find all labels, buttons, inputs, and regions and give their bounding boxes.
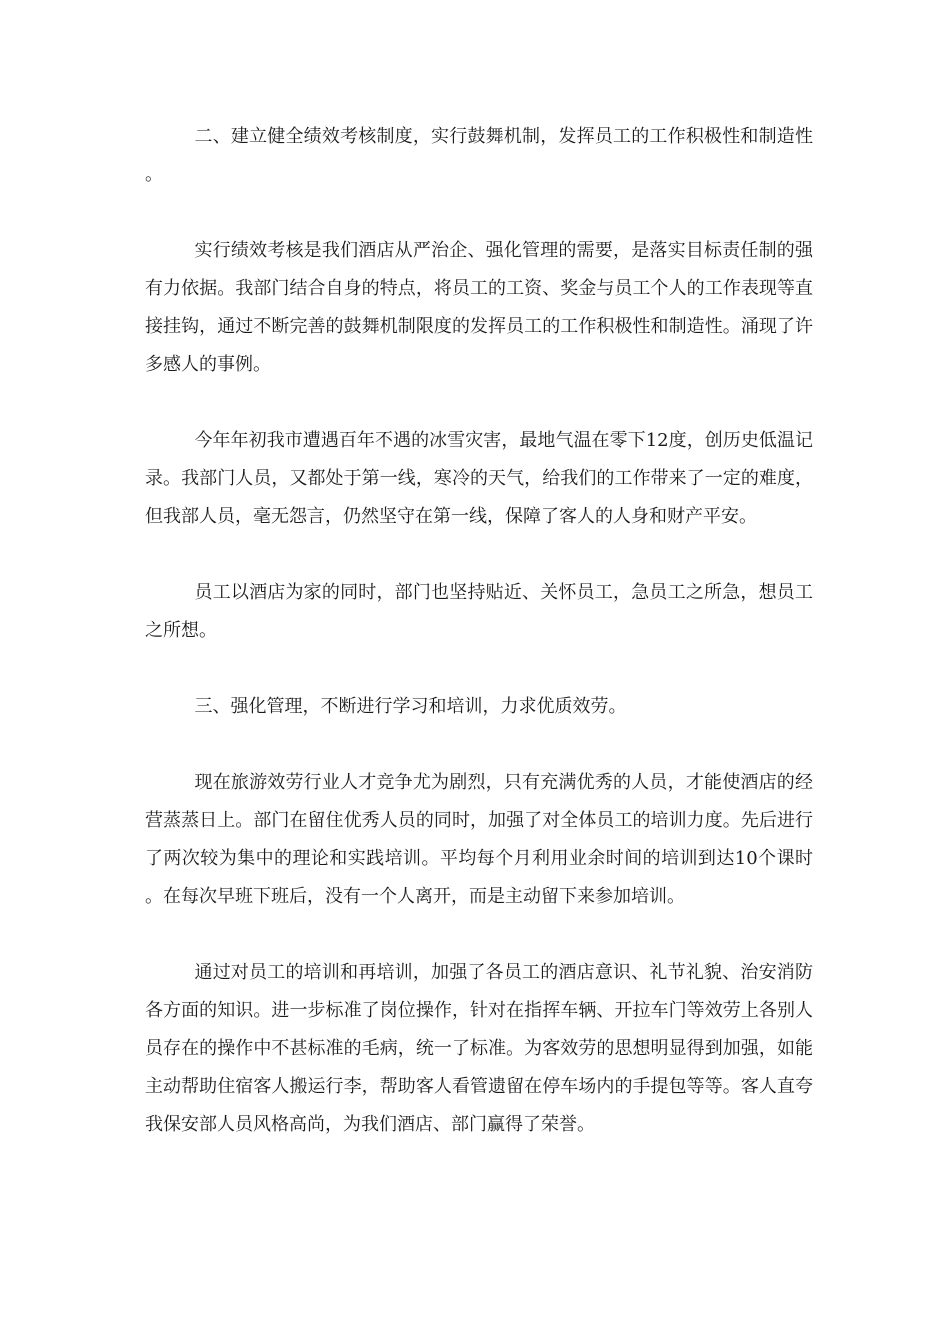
section-three-heading: 三、强化管理，不断进行学习和培训，力求优质效劳。 xyxy=(194,696,627,717)
paragraph-snow-disaster: 今年年初我市遭遇百年不遇的冰雪灾害，最地气温在零下12度，创历史低温记录。我部门人员，又都处于第一线，寒冷的天气，给我们的工作带来了一定的难度，但我部人员，毫无怨言，仍然坚守在第一线，保障了客人的人身和财产平安。 xyxy=(145,430,813,527)
document-body xyxy=(145,118,813,1182)
paragraph-employee-care: 员工以酒店为家的同时，部门也坚持贴近、关怀员工，急员工之所急，想员工之所想。 xyxy=(145,582,813,641)
section-two-heading: 二、建立健全绩效考核制度，实行鼓舞机制，发挥员工的工作积极性和制造性。 xyxy=(145,126,813,185)
paragraph-performance-assessment: 实行绩效考核是我们酒店从严治企、强化管理的需要，是落实目标责任制的强有力依据。我部门结合自身的特点，将员工的工资、奖金与员工个人的工作表现等直接挂钩，通过不断完善的鼓舞机制限度的发挥员工的工作积极性和制造性。涌现了许多感人的事例。 xyxy=(145,240,813,375)
paragraph-training-results: 通过对员工的培训和再培训，加强了各员工的酒店意识、礼节礼貌、治安消防各方面的知识。进一步标准了岗位操作，针对在指挥车辆、开拉车门等效劳上各别人员存在的操作中不甚标准的毛病，统一了标准。为客效劳的思想明显得到加强，如能主动帮助住宿客人搬运行李，帮助客人看管遗留在停车场内的手提包等等。客人直夸我保安部人员风格高尚，为我们酒店、部门赢得了荣誉。 xyxy=(145,962,813,1135)
paragraph-talent-training: 现在旅游效劳行业人才竞争尤为剧烈，只有充满优秀的人员，才能使酒店的经营蒸蒸日上。部门在留住优秀人员的同时，加强了对全体员工的培训力度。先后进行了两次较为集中的理论和实践培训。平均每个月利用业余时间的培训到达10个课时。在每次早班下班后，没有一个人离开，而是主动留下来参加培训。 xyxy=(145,772,813,907)
